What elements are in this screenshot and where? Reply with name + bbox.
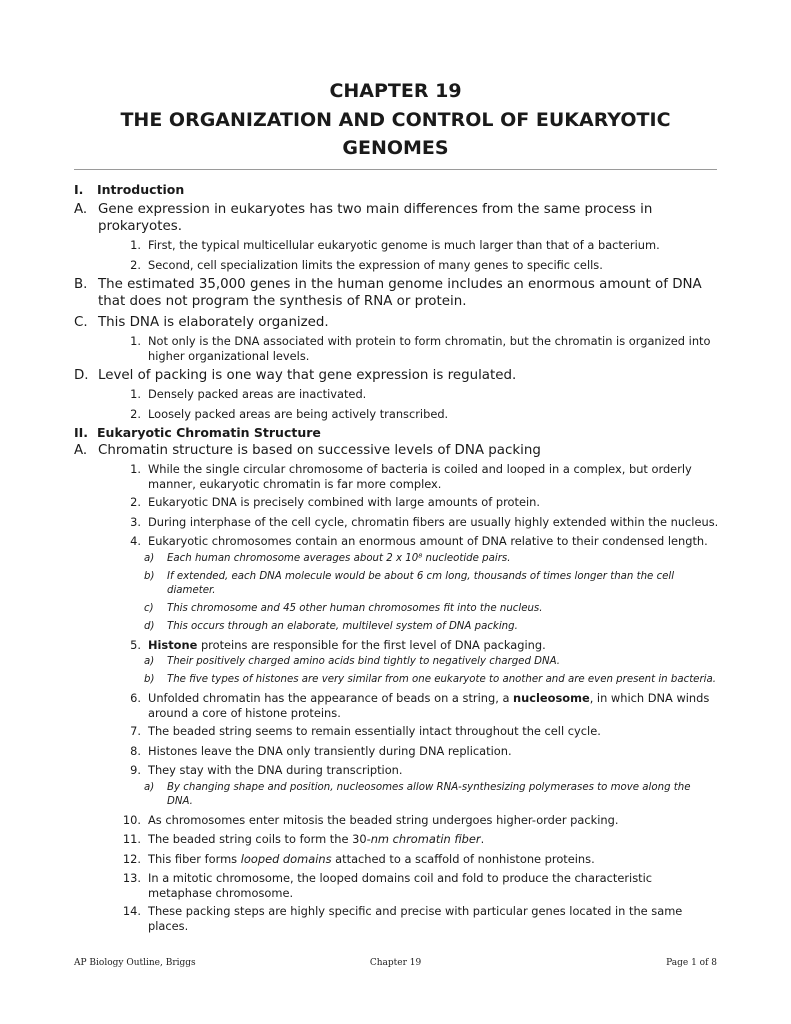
item-text: The beaded string seems to remain essentially intact throughout the cell cycle. <box>148 724 601 738</box>
item-text: This chromosome and 45 other human chromosomes fit into the nucleus. <box>167 602 543 614</box>
item-text-pre: This fiber forms <box>148 851 241 866</box>
section-title: Eukaryotic Chromatin Structure <box>97 425 321 440</box>
item-text: Not only is the DNA associated with protein to form chromatin, but the chromatin is organized into higher organizational levels. <box>148 334 711 363</box>
item-text: The five types of histones are very similar from one eukaryote to another and are even present in bacteria. <box>167 674 716 685</box>
item-text: By changing shape and position, nucleosomes allow RNA-synthesizing polymerases to move along the DNA. <box>167 781 691 807</box>
item-letter: A. <box>74 202 88 217</box>
item-number: 12. <box>122 851 141 866</box>
outline-item-level-2 <box>74 407 719 422</box>
outline-item-level-2 <box>74 744 719 759</box>
outline-item-level-2 <box>74 495 719 510</box>
outline-item-level-2 <box>74 534 719 549</box>
item-letter: B. <box>74 277 88 292</box>
item-number: 2. <box>130 495 141 509</box>
section-number: I. <box>74 182 84 197</box>
outline-item-level-2 <box>74 238 719 253</box>
item-text: Gene expression in eukaryotes has two main differences from the same process in prokaryotes. <box>98 202 653 234</box>
item-number: 9. <box>130 763 141 777</box>
item-number: 2. <box>130 406 141 421</box>
item-letter: A. <box>74 443 88 458</box>
outline-item-level-3 <box>74 655 719 669</box>
section-title: Introduction <box>97 182 185 197</box>
outline-item-level-3 <box>74 781 719 809</box>
item-text-post: , in which DNA winds around a core of histone proteins. <box>148 691 710 720</box>
outline-item-level-2 <box>74 763 719 778</box>
item-number: 6. <box>130 691 141 705</box>
term-chromatin-fiber: nm chromatin fiber <box>370 832 481 846</box>
item-number: 7. <box>130 724 141 738</box>
item-number: 8. <box>130 743 141 758</box>
outline-item-level-1 <box>74 314 719 331</box>
outline-item-level-1 <box>74 442 719 459</box>
item-letter: a) <box>144 781 155 793</box>
item-letter: c) <box>144 602 154 614</box>
item-text: Histones leave the DNA only transiently during DNA replication. <box>148 743 512 758</box>
outline-body <box>74 181 719 933</box>
item-text: Chromatin structure is based on successive levels of DNA packing <box>98 443 541 458</box>
outline-item-level-1 <box>74 276 719 310</box>
item-text-post: . <box>480 832 485 846</box>
item-text: Second, cell specialization limits the expression of many genes to specific cells. <box>148 257 603 272</box>
item-letter: b) <box>144 570 155 582</box>
item-text: Each human chromosome averages about 2 x 10⁸ nucleotide pairs. <box>167 552 511 564</box>
item-text: First, the typical multicellular eukaryotic genome is much larger than that of a bacterium. <box>148 238 660 252</box>
outline-item-level-2 <box>74 515 719 530</box>
item-text: Level of packing is one way that gene expression is regulated. <box>98 368 517 383</box>
item-text-pre: Unfolded chromatin has the appearance of beads on a string, a <box>148 691 514 705</box>
outline-item-level-3 <box>74 620 719 634</box>
item-number: 3. <box>130 514 141 529</box>
item-number: 1. <box>130 387 141 401</box>
outline-item-level-2 <box>74 724 719 739</box>
outline-item-level-1 <box>74 367 719 384</box>
item-text: Densely packed areas are inactivated. <box>148 387 367 401</box>
item-number: 1. <box>130 462 141 476</box>
chapter-title-line-2: GENOMES <box>342 137 449 159</box>
item-letter: b) <box>144 674 155 685</box>
outline-item-level-2 <box>74 871 719 900</box>
item-letter: C. <box>74 315 88 330</box>
item-text: Eukaryotic DNA is precisely combined with large amounts of protein. <box>148 495 540 509</box>
item-text-pre: The beaded string coils to form the 30- <box>148 832 371 846</box>
item-number: 10. <box>122 812 141 827</box>
chapter-title-line-1: THE ORGANIZATION AND CONTROL OF EUKARYOTIC <box>120 109 671 131</box>
section-heading <box>74 181 719 198</box>
item-text: This occurs through an elaborate, multilevel system of DNA packing. <box>167 620 518 632</box>
item-number: 5. <box>130 637 141 652</box>
item-number: 14. <box>122 904 141 918</box>
item-number: 1. <box>130 334 141 348</box>
outline-item-level-2 <box>74 258 719 273</box>
item-number: 1. <box>130 238 141 252</box>
item-number: 4. <box>130 534 141 548</box>
term-looped-domains: looped domains <box>240 851 332 866</box>
item-number: 11. <box>122 832 141 846</box>
item-letter: a) <box>144 552 155 564</box>
item-letter: a) <box>144 656 155 667</box>
item-text-rest: proteins are responsible for the first level of DNA packaging. <box>197 637 546 652</box>
item-text: Their positively charged amino acids bind tightly to negatively charged DNA. <box>167 656 561 667</box>
outline-item-level-2 <box>74 462 719 491</box>
item-letter: D. <box>74 368 89 383</box>
item-text: This DNA is elaborately organized. <box>98 315 329 330</box>
outline-item-level-2 <box>74 638 719 653</box>
footer-chapter: Chapter 19 <box>369 958 422 968</box>
outline-item-level-2 <box>74 904 719 933</box>
item-text-post: attached to a scaffold of nonhistone proteins. <box>331 851 595 866</box>
item-number: 2. <box>130 257 141 272</box>
footer-source: AP Biology Outline, Briggs <box>74 958 196 968</box>
title-divider <box>74 169 717 170</box>
item-text: If extended, each DNA molecule would be about 6 cm long, thousands of times longer than the cell diameter. <box>167 570 675 596</box>
outline-item-level-3 <box>74 673 719 687</box>
item-text <box>74 832 719 847</box>
item-text: During interphase of the cell cycle, chromatin fibers are usually highly extended within the nucleus. <box>148 514 719 529</box>
chapter-number: CHAPTER 19 <box>329 80 462 102</box>
item-text <box>74 691 719 720</box>
item-text: While the single circular chromosome of bacteria is coiled and looped in a complex, but orderly manner, eukaryotic chromatin is far more complex. <box>148 462 692 491</box>
section-heading <box>74 424 719 441</box>
item-text: Loosely packed areas are being actively transcribed. <box>148 406 449 421</box>
outline-item-level-2 <box>74 334 719 363</box>
item-text: These packing steps are highly specific and precise with particular genes located in the same places. <box>148 904 683 933</box>
keyword-nucleosome: nucleosome <box>513 691 590 705</box>
item-text: As chromosomes enter mitosis the beaded string undergoes higher-order packing. <box>148 812 619 827</box>
item-text: Eukaryotic chromosomes contain an enormous amount of DNA relative to their condensed length. <box>148 534 708 548</box>
outline-item-level-2 <box>74 832 719 847</box>
outline-item-level-2 <box>74 852 719 867</box>
outline-item-level-2 <box>74 387 719 402</box>
footer-page-number: Page 1 of 8 <box>666 958 717 968</box>
item-text: In a mitotic chromosome, the looped domains coil and fold to produce the characteristic metaphase chromosome. <box>148 871 653 900</box>
item-letter: d) <box>144 620 155 632</box>
item-number: 13. <box>122 871 141 885</box>
outline-item-level-2 <box>74 691 719 720</box>
keyword-histone: Histone <box>148 637 198 652</box>
item-text <box>74 638 719 653</box>
outline-item-level-3 <box>74 602 719 616</box>
outline-item-level-2 <box>74 813 719 828</box>
outline-item-level-1 <box>74 201 719 235</box>
item-text <box>74 852 719 867</box>
section-number: II. <box>74 425 89 440</box>
outline-item-level-3 <box>74 552 719 566</box>
item-text: They stay with the DNA during transcription. <box>148 763 403 777</box>
item-text: The estimated 35,000 genes in the human genome includes an enormous amount of DNA that does not program the synthesis of RNA or protein. <box>98 277 702 309</box>
outline-item-level-3 <box>74 570 719 598</box>
